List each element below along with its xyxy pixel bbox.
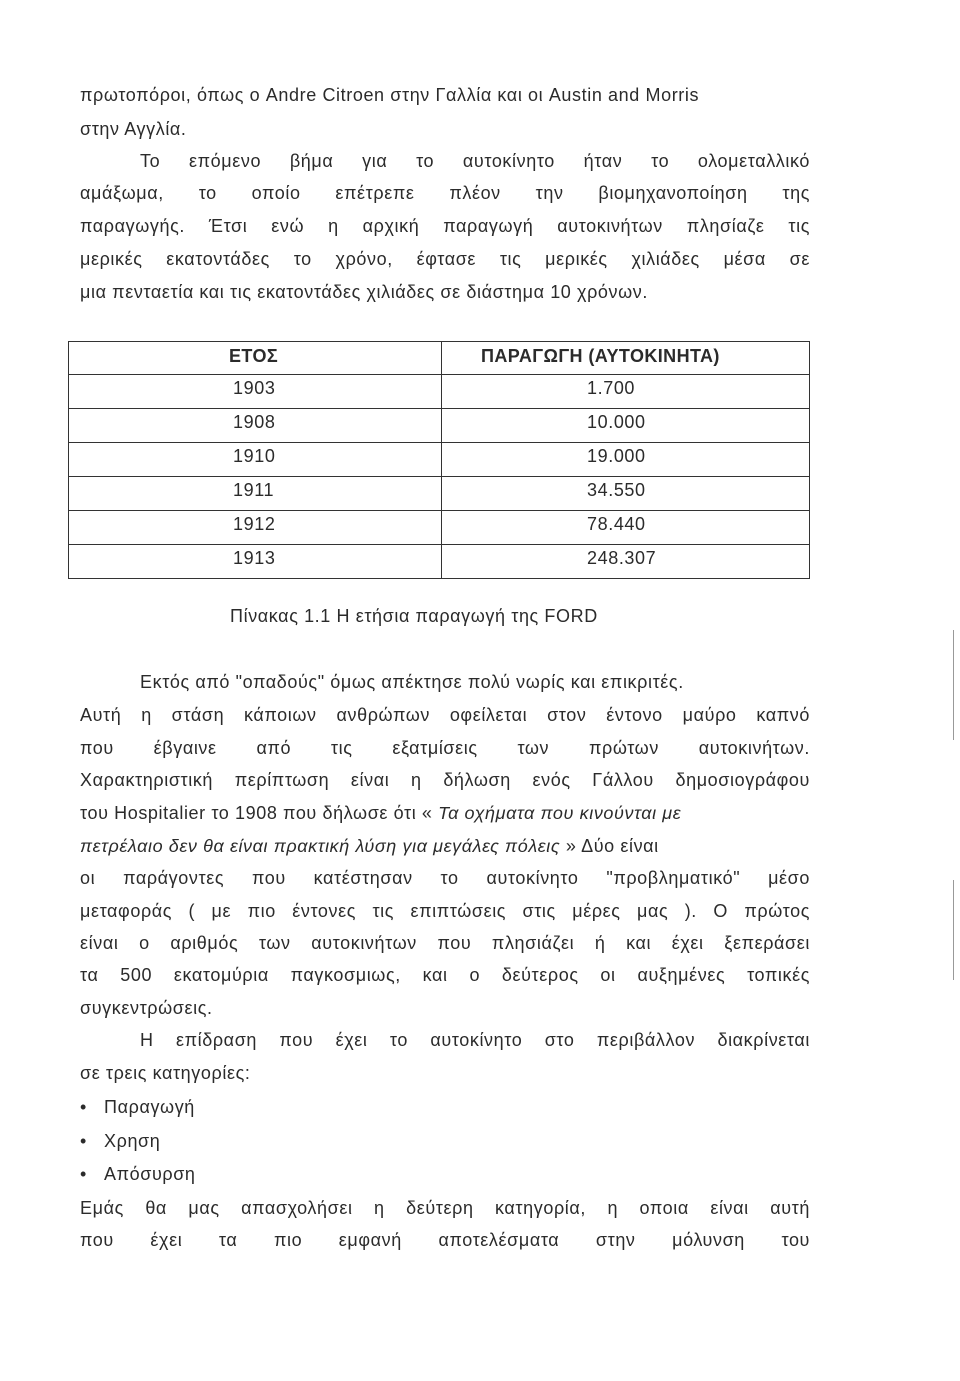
text-line: μια πενταετία και τις εκατοντάδες χιλιάδες σε διάστημα 10 χρόνων. bbox=[80, 282, 648, 302]
text-line bbox=[80, 835, 810, 857]
scan-edge bbox=[953, 880, 954, 980]
table-cell-production: 10.000 bbox=[587, 412, 646, 432]
table-cell-production: 34.550 bbox=[587, 480, 646, 500]
table-caption: Πίνακας 1.1 Η ετήσια παραγωγή της FORD bbox=[230, 606, 598, 626]
table-header-production: ΠΑΡΑΓΩΓΗ (ΑΥΤΟΚΙΝΗΤΑ) bbox=[481, 346, 720, 366]
text-line: αμάξωμα, το οποίο επέτρεπε πλέον την βιομηχανοποίηση της bbox=[80, 183, 810, 203]
table-cell-production: 19.000 bbox=[587, 446, 646, 466]
table-border bbox=[68, 408, 810, 409]
table-cell-year: 1908 bbox=[233, 412, 276, 432]
table-border bbox=[68, 476, 810, 477]
text-line: Εκτός από "οπαδούς" όμως απέκτησε πολύ νωρίς και επικριτές. bbox=[140, 672, 684, 692]
table-border bbox=[68, 510, 810, 511]
bullet-icon: • bbox=[80, 1097, 87, 1117]
table-divider bbox=[441, 341, 442, 579]
text-line: πρωτοπόροι, όπως ο Andre Citroen στην Γαλλία και οι Austin and Morris bbox=[80, 85, 700, 105]
list-item-text: Παραγωγή bbox=[104, 1097, 195, 1117]
table-cell-production: 78.440 bbox=[587, 514, 646, 534]
list-item-text: Απόσυρση bbox=[104, 1164, 196, 1184]
table-border bbox=[68, 341, 69, 579]
text-span: » Δύο είναι bbox=[565, 836, 659, 856]
text-line: Η επίδραση που έχει το αυτοκίνητο στο περιβάλλον διακρίνεται bbox=[140, 1030, 810, 1050]
text-line: Χαρακτηριστική περίπτωση είναι η δήλωση ενός Γάλλου δημοσιογράφου bbox=[80, 770, 810, 790]
table-cell-year: 1903 bbox=[233, 378, 276, 398]
table-border bbox=[68, 341, 810, 342]
text-line: στην Αγγλία. bbox=[80, 119, 187, 139]
bullet-icon: • bbox=[80, 1131, 87, 1151]
list-item bbox=[80, 1130, 160, 1152]
table-cell-year: 1910 bbox=[233, 446, 276, 466]
table-header-year: ΕΤΟΣ bbox=[229, 346, 279, 366]
table-cell-year: 1913 bbox=[233, 548, 276, 568]
table-border bbox=[68, 578, 810, 579]
table-cell-production: 248.307 bbox=[587, 548, 657, 568]
text-line: σε τρεις κατηγορίες: bbox=[80, 1063, 251, 1083]
list-item bbox=[80, 1163, 196, 1185]
text-line: μεταφοράς ( με πιο έντονες τις επιπτώσεις στις μέρες μας ). Ο πρώτος bbox=[80, 901, 810, 921]
text-line: που έβγαινε από τις εξατμίσεις των πρώτων αυτοκινήτων. bbox=[80, 738, 810, 758]
table-border bbox=[68, 544, 810, 545]
quote-text: Τα οχήματα που κινούνται με bbox=[438, 803, 682, 823]
table-border bbox=[68, 374, 810, 375]
text-line bbox=[80, 802, 810, 824]
table-cell-year: 1912 bbox=[233, 514, 276, 534]
text-span: του Hospitalier το 1908 που δήλωσε ότι « bbox=[80, 803, 433, 823]
table-border bbox=[68, 442, 810, 443]
text-line: Το επόμενο βήμα για το αυτοκίνητο ήταν το ολομεταλλικό bbox=[140, 151, 810, 171]
quote-text: πετρέλαιο δεν θα είναι πρακτική λύση για μεγάλες πόλεις bbox=[80, 836, 561, 856]
table-border bbox=[809, 341, 810, 579]
production-table bbox=[68, 341, 810, 579]
text-line: που έχει τα πιο εμφανή αποτελέσματα στην μόλυνση του bbox=[80, 1230, 810, 1250]
text-line: Εμάς θα μας απασχολήσει η δεύτερη κατηγορία, η οποια είναι αυτή bbox=[80, 1198, 810, 1218]
text-line: μερικές εκατοντάδες το χρόνο, έφτασε τις μερικές χιλιάδες μέσα σε bbox=[80, 249, 810, 269]
table-cell-production: 1.700 bbox=[587, 378, 636, 398]
text-line: Αυτή η στάση κάποιων ανθρώπων οφείλεται στον έντονο μαύρο καπνό bbox=[80, 705, 810, 725]
text-line: είναι ο αριθμός των αυτοκινήτων που πλησιάζει ή και έχει ξεπεράσει bbox=[80, 933, 810, 953]
list-item bbox=[80, 1096, 195, 1118]
text-line: συγκεντρώσεις. bbox=[80, 998, 213, 1018]
text-line: οι παράγοντες που κατέστησαν το αυτοκίνητο "προβληματικό" μέσο bbox=[80, 868, 810, 888]
bullet-icon: • bbox=[80, 1164, 87, 1184]
list-item-text: Χρηση bbox=[104, 1131, 161, 1151]
scan-edge bbox=[953, 630, 954, 740]
table-cell-year: 1911 bbox=[233, 480, 275, 500]
text-line: παραγωγής. Έτσι ενώ η αρχική παραγωγή αυτοκινήτων πλησίαζε τις bbox=[80, 216, 810, 236]
text-line: τα 500 εκατομύρια παγκοσμιως, και ο δεύτερος οι αυξημένες τοπικές bbox=[80, 965, 810, 985]
